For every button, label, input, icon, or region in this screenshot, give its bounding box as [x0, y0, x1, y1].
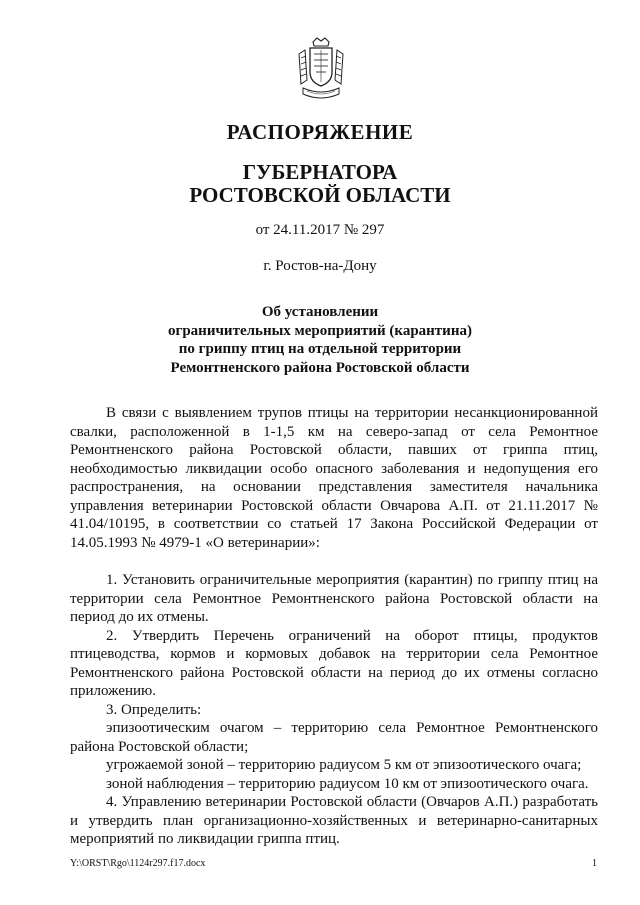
- item-4-paragraph: 4. Управлению ветеринарии Ростовской области (Овчаров А.П.) разработать и утвердить план организационно-хозяйственных и ветеринарно-санитарных мероприятий по ликвидации гриппа птиц.: [70, 794, 598, 847]
- document-body: [70, 404, 598, 849]
- subject-line: ограничительных мероприятий (карантина): [168, 322, 472, 339]
- date-and-number: от 24.11.2017 № 297: [255, 222, 385, 238]
- item-2-paragraph: 2. Утвердить Перечень ограничений на оборот птицы, продуктов птицеводства, кормов и кормовых добавок на территории села Ремонтное Ремонтненского района Ростовской области на период до их отмены согласно приложению.: [70, 627, 598, 699]
- item-3-paragraph: 3. Определить:: [106, 701, 202, 718]
- subject-line: Ремонтненского района Ростовской области: [170, 359, 470, 376]
- subject-line: Об установлении: [261, 304, 379, 320]
- document-type-heading: РАСПОРЯЖЕНИЕ: [226, 120, 414, 144]
- coat-of-arms-icon: [295, 36, 347, 102]
- page-number: 1: [592, 858, 597, 869]
- preamble-paragraph: В связи с выявлением трупов птицы на территории несанкционированной свалки, расположенной в 1-1,5 км на северо-запад от села Ремонтное Ремонтненского района Ростовской области, павших от гриппа птиц, необходимостью ликвидации особо опасного заболевания и недопущения его распространения, на основании представления заместителя начальника управления ветеринарии Ростовской области Овчарова А.П. от 21.11.2017 № 41.04/10195, в соответствии со статьей 17 Закона Российской Федерации от 14.05.1993 № 4979-1 «О ветеринарии»:: [70, 405, 598, 551]
- item-3-sub-paragraph: эпизоотическим очагом – территорию села Ремонтное Ремонтненского района Ростовской области;: [70, 720, 598, 755]
- item-3-sub-paragraph: угрожаемой зоной – территорию радиусом 5 км от эпизоотического очага;: [106, 757, 582, 773]
- subject-line: по гриппу птиц на отдельной территории: [178, 341, 462, 357]
- item-1-paragraph: 1. Установить ограничительные мероприятия (карантин) по гриппу птиц на территории села Ремонтное Ремонтненского района Ростовской области на период до их отмены.: [70, 572, 598, 625]
- authority-heading-line1: ГУБЕРНАТОРА: [242, 160, 398, 184]
- document-subject: [0, 303, 640, 377]
- file-path-footer: Y:\ORST\Rgo\1124r297.f17.docx: [70, 858, 206, 869]
- item-3-sub-paragraph: зоной наблюдения – территорию радиусом 10 км от эпизоотического очага.: [106, 775, 589, 792]
- authority-heading-line2: РОСТОВСКОЙ ОБЛАСТИ: [189, 183, 451, 207]
- city: г. Ростов-на-Дону: [263, 258, 377, 274]
